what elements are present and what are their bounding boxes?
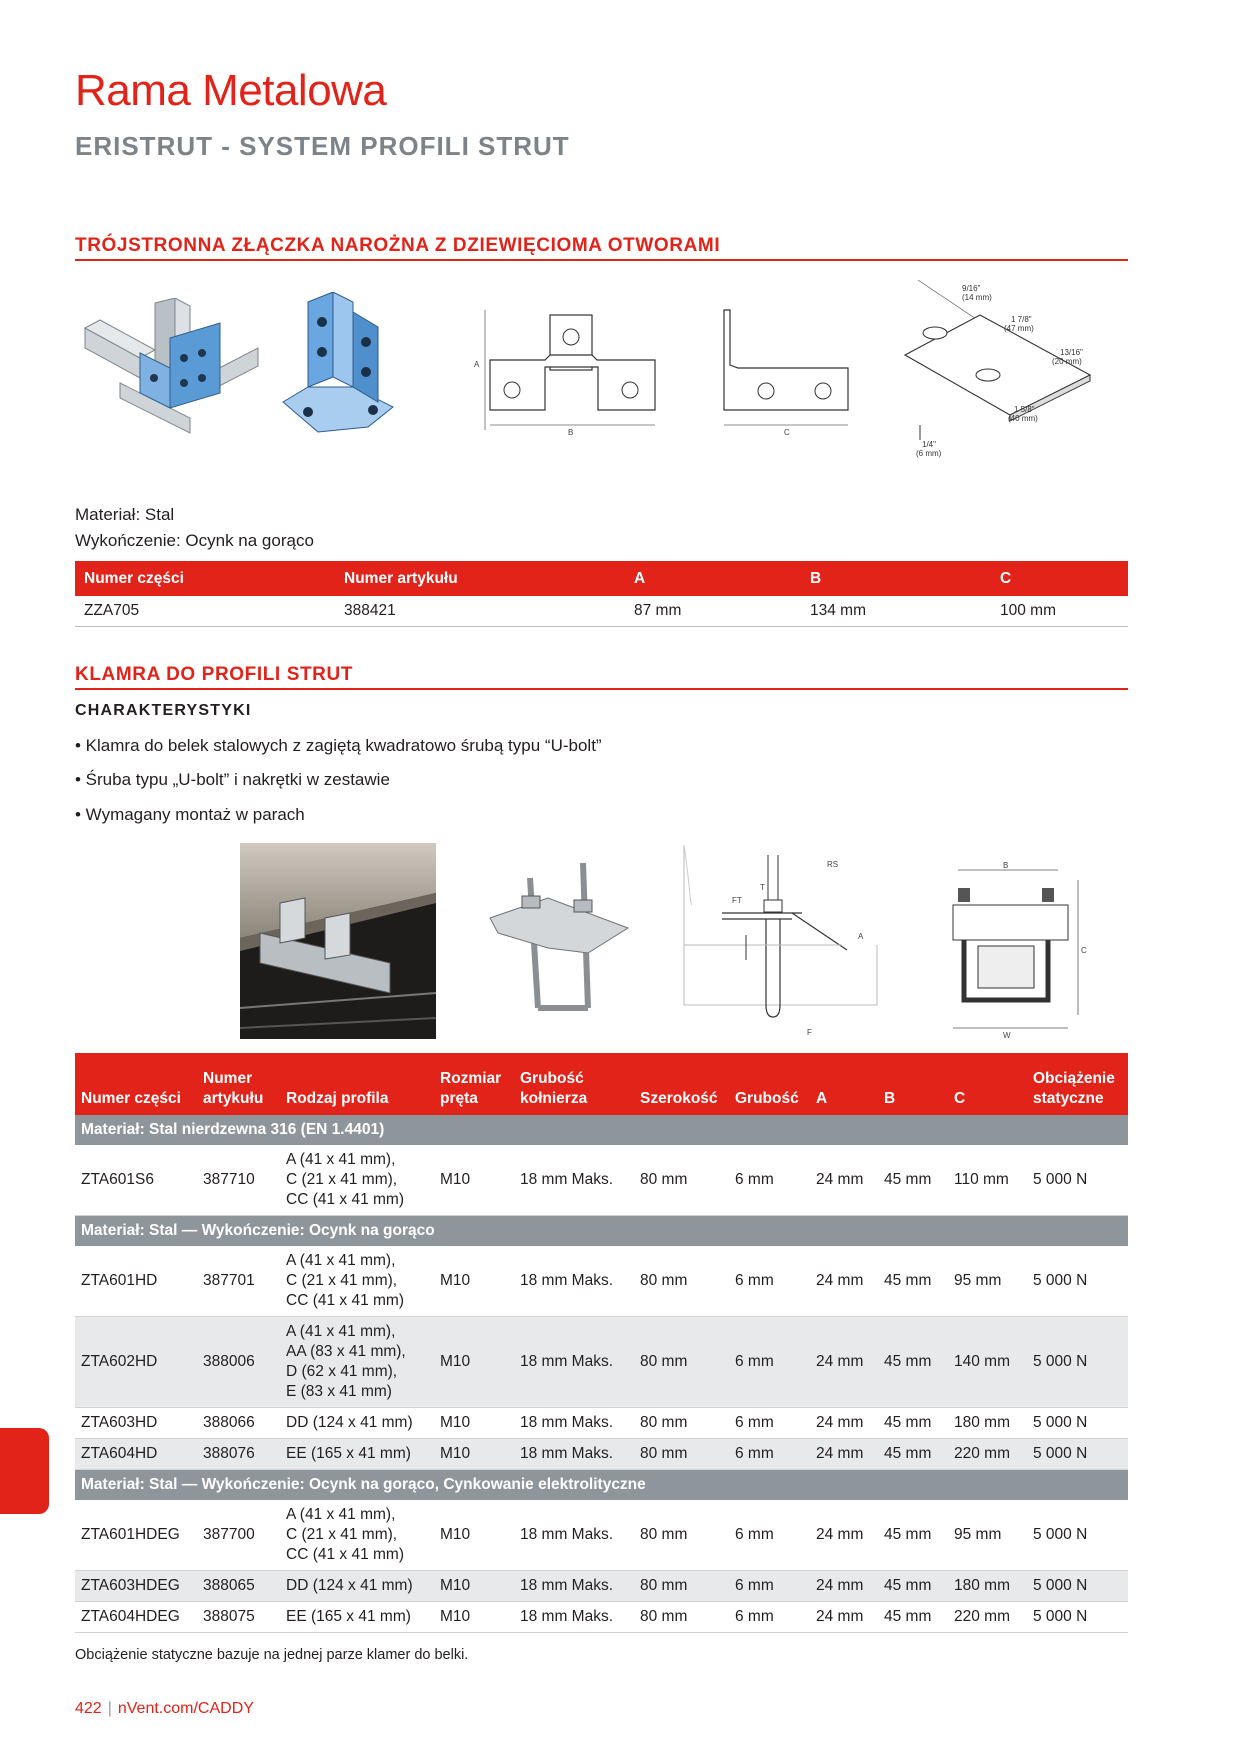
col-header-line: pręta — [440, 1090, 478, 1107]
cell: 80 mm — [634, 1246, 729, 1317]
cell: ZTA601S6 — [75, 1145, 197, 1216]
corner-connector-assembly-photo — [80, 298, 260, 438]
strut-clamp-table-body — [75, 1115, 1128, 1633]
cell: 24 mm — [810, 1145, 878, 1216]
table-row — [75, 596, 1128, 627]
cell-line: EE (165 x 41 mm) — [286, 1445, 411, 1462]
cell: M10 — [434, 1317, 514, 1408]
col-header-line: Numer — [203, 1070, 253, 1087]
col-header — [878, 1053, 948, 1115]
cell: 45 mm — [878, 1571, 948, 1602]
cell-line: EE (165 x 41 mm) — [286, 1608, 411, 1625]
cell — [280, 1439, 434, 1470]
table-row — [75, 1145, 1128, 1216]
group-row — [75, 1115, 1128, 1145]
cell: 6 mm — [729, 1145, 810, 1216]
cell: M10 — [434, 1500, 514, 1571]
cell: 24 mm — [810, 1246, 878, 1317]
plate-dimension-drawing — [900, 275, 1100, 465]
col-header — [197, 1053, 280, 1115]
cell: 5 000 N — [1027, 1145, 1128, 1216]
cell-line: CC (41 x 41 mm) — [286, 1546, 404, 1563]
finish-text: Wykończenie: Ocynk na gorąco — [75, 531, 314, 550]
dim-label-c: C — [784, 428, 790, 437]
col-header-line: A — [816, 1090, 828, 1107]
cell: 110 mm — [948, 1145, 1027, 1216]
beam-clamp-side-drawing — [682, 845, 882, 1045]
table-header-row — [75, 561, 1128, 596]
cell: M10 — [434, 1145, 514, 1216]
cell: M10 — [434, 1602, 514, 1633]
dim-label: (20 mm) — [1052, 357, 1082, 366]
cell: 18 mm Maks. — [514, 1145, 634, 1216]
col-header — [75, 1053, 197, 1115]
col-header-line: Rozmiar — [440, 1070, 502, 1087]
section-divider — [75, 259, 1128, 261]
cell: 6 mm — [729, 1602, 810, 1633]
corner-connector-side-drawing — [718, 305, 858, 445]
cell-line: A (41 x 41 mm), — [286, 1151, 396, 1168]
cell: 87 mm — [625, 596, 801, 627]
cell: ZTA603HDEG — [75, 1571, 197, 1602]
dim-label-a: A — [858, 932, 864, 941]
cell: 45 mm — [878, 1246, 948, 1317]
cell-line: E (83 x 41 mm) — [286, 1383, 392, 1400]
cell: M10 — [434, 1571, 514, 1602]
cell: 95 mm — [948, 1246, 1027, 1317]
cell: 5 000 N — [1027, 1408, 1128, 1439]
page-title: Rama Metalowa — [75, 66, 387, 115]
table-row — [75, 1317, 1128, 1408]
cell: ZTA601HD — [75, 1246, 197, 1317]
cell-line: AA (83 x 41 mm), — [286, 1343, 406, 1360]
group-label: Materiał: Stal — Wykończenie: Ocynk na gorąco — [75, 1216, 1128, 1247]
dim-label-ft: FT — [732, 896, 742, 905]
group-label: Materiał: Stal — Wykończenie: Ocynk na gorąco, Cynkowanie elektrolityczne — [75, 1470, 1128, 1501]
table-row — [75, 1246, 1128, 1317]
cell: 45 mm — [878, 1317, 948, 1408]
group-label: Materiał: Stal nierdzewna 316 (EN 1.4401) — [75, 1115, 1128, 1145]
dim-label: (40 mm) — [1008, 414, 1038, 423]
col-header — [948, 1053, 1027, 1115]
col-header-line: Grubość — [520, 1070, 584, 1087]
table-row — [75, 1571, 1128, 1602]
col-header-line: B — [884, 1090, 896, 1107]
col-header-line: Szerokość — [640, 1090, 718, 1107]
dim-label: (6 mm) — [916, 449, 942, 458]
col-header: A — [625, 561, 801, 596]
col-header-line: Grubość — [735, 1090, 799, 1107]
cell: 220 mm — [948, 1439, 1027, 1470]
cell-line: C (21 x 41 mm), — [286, 1272, 398, 1289]
table-row — [75, 1602, 1128, 1633]
col-header-line: Rodzaj profila — [286, 1090, 389, 1107]
cell: 134 mm — [801, 596, 991, 627]
dim-label: (47 mm) — [1004, 324, 1034, 333]
dim-label: 13/16" — [1060, 348, 1083, 357]
cell: 95 mm — [948, 1500, 1027, 1571]
section-heading-corner-connector: TRÓJSTRONNA ZŁĄCZKA NAROŻNA Z DZIEWIĘCIOMA OTWORAMI — [75, 235, 721, 256]
col-header-line: artykułu — [203, 1090, 264, 1107]
cell: 5 000 N — [1027, 1317, 1128, 1408]
cell: 6 mm — [729, 1500, 810, 1571]
cell: 5 000 N — [1027, 1571, 1128, 1602]
dim-label-b: B — [568, 428, 574, 437]
cell: 18 mm Maks. — [514, 1439, 634, 1470]
dim-label: (14 mm) — [962, 293, 992, 302]
cell: 6 mm — [729, 1317, 810, 1408]
cell: 45 mm — [878, 1500, 948, 1571]
dim-label: 1/4" — [922, 440, 936, 449]
col-header-line: Numer części — [81, 1090, 181, 1107]
cell: 80 mm — [634, 1408, 729, 1439]
cell: ZTA604HDEG — [75, 1602, 197, 1633]
cell: 24 mm — [810, 1500, 878, 1571]
col-header — [514, 1053, 634, 1115]
col-header: Numer artykułu — [335, 561, 625, 596]
cell: M10 — [434, 1246, 514, 1317]
cell-line: C (21 x 41 mm), — [286, 1526, 398, 1543]
cell: 45 mm — [878, 1439, 948, 1470]
dim-label: 1 5/8" — [1014, 405, 1035, 414]
cell: 387710 — [197, 1145, 280, 1216]
cell: 6 mm — [729, 1408, 810, 1439]
cell: 24 mm — [810, 1602, 878, 1633]
col-header-line: kołnierza — [520, 1090, 588, 1107]
feature-item: • Śruba typu „U-bolt” i nakrętki w zestawie — [75, 770, 390, 789]
cell: M10 — [434, 1439, 514, 1470]
table-row — [75, 1439, 1128, 1470]
cell: 388065 — [197, 1571, 280, 1602]
cell: 18 mm Maks. — [514, 1602, 634, 1633]
cell: 100 mm — [991, 596, 1128, 627]
cell-line: CC (41 x 41 mm) — [286, 1191, 404, 1208]
dim-label-rs: RS — [827, 860, 839, 869]
group-row — [75, 1470, 1128, 1501]
cell: 18 mm Maks. — [514, 1246, 634, 1317]
cell: 80 mm — [634, 1571, 729, 1602]
col-header — [1027, 1053, 1128, 1115]
dim-label-w: W — [1003, 1031, 1011, 1040]
page-footer — [75, 1700, 254, 1718]
cell: 387700 — [197, 1500, 280, 1571]
footer-link[interactable]: nVent.com/CADDY — [117, 1700, 254, 1717]
cell — [280, 1317, 434, 1408]
cell: M10 — [434, 1408, 514, 1439]
cell: 6 mm — [729, 1439, 810, 1470]
cell: 24 mm — [810, 1571, 878, 1602]
page-number: 422 — [75, 1700, 102, 1717]
cell — [280, 1571, 434, 1602]
cell: 387701 — [197, 1246, 280, 1317]
dim-label: 1 7/8" — [1011, 315, 1032, 324]
cell-line: A (41 x 41 mm), — [286, 1252, 396, 1269]
cell-line: D (62 x 41 mm), — [286, 1363, 398, 1380]
cell: 24 mm — [810, 1408, 878, 1439]
beam-clamp-photo — [488, 858, 638, 1028]
cell: 388076 — [197, 1439, 280, 1470]
table-row — [75, 1500, 1128, 1571]
cell: 180 mm — [948, 1408, 1027, 1439]
col-header — [280, 1053, 434, 1115]
strut-clamp-table — [75, 1053, 1128, 1633]
cell — [280, 1145, 434, 1216]
section-heading-strut-clamp: KLAMRA DO PROFILI STRUT — [75, 664, 354, 685]
cell: 18 mm Maks. — [514, 1317, 634, 1408]
material-text: Materiał: Stal — [75, 505, 175, 524]
cell: 45 mm — [878, 1602, 948, 1633]
cell: 388421 — [335, 596, 625, 627]
cell: 80 mm — [634, 1500, 729, 1571]
cell-line: DD (124 x 41 mm) — [286, 1577, 413, 1594]
dim-label: 9/16" — [962, 284, 981, 293]
cell-line: CC (41 x 41 mm) — [286, 1292, 404, 1309]
cell: 80 mm — [634, 1602, 729, 1633]
cell: 220 mm — [948, 1602, 1027, 1633]
col-header — [729, 1053, 810, 1115]
cell: 5 000 N — [1027, 1246, 1128, 1317]
beam-clamp-front-drawing — [938, 860, 1088, 1040]
cell — [280, 1408, 434, 1439]
group-row — [75, 1216, 1128, 1247]
cell: ZTA602HD — [75, 1317, 197, 1408]
col-header: B — [801, 561, 991, 596]
footer-separator: | — [107, 1700, 112, 1717]
col-header — [634, 1053, 729, 1115]
col-header-line: Obciążenie — [1033, 1070, 1115, 1087]
col-header — [810, 1053, 878, 1115]
corner-connector-photo — [278, 292, 408, 442]
cell: ZTA603HD — [75, 1408, 197, 1439]
feature-item: • Klamra do belek stalowych z zagiętą kwadratowo śrubą typu “U-bolt” — [75, 736, 602, 755]
table-footnote: Obciążenie statyczne bazuje na jednej parze klamer do belki. — [75, 1647, 469, 1663]
cell: 80 mm — [634, 1439, 729, 1470]
feature-item: • Wymagany montaż w parach — [75, 805, 305, 824]
dim-label-b: B — [1003, 861, 1009, 870]
cell: 6 mm — [729, 1246, 810, 1317]
features-heading: CHARAKTERYSTYKI — [75, 702, 252, 719]
cell-line: DD (124 x 41 mm) — [286, 1414, 413, 1431]
cell: 18 mm Maks. — [514, 1500, 634, 1571]
cell: 45 mm — [878, 1145, 948, 1216]
col-header-line: statyczne — [1033, 1090, 1104, 1107]
cell: 80 mm — [634, 1317, 729, 1408]
corner-connector-table — [75, 561, 1128, 627]
cell: 140 mm — [948, 1317, 1027, 1408]
cell: ZTA604HD — [75, 1439, 197, 1470]
cell-line: A (41 x 41 mm), — [286, 1323, 396, 1340]
col-header-line: C — [954, 1090, 966, 1107]
cell: 80 mm — [634, 1145, 729, 1216]
cell: ZZA705 — [75, 596, 335, 627]
cell: 18 mm Maks. — [514, 1571, 634, 1602]
cell — [280, 1602, 434, 1633]
cell: 45 mm — [878, 1408, 948, 1439]
section-divider — [75, 688, 1128, 690]
cell: 5 000 N — [1027, 1439, 1128, 1470]
dim-label-c: C — [1081, 946, 1087, 955]
cell: 180 mm — [948, 1571, 1027, 1602]
cell-line: C (21 x 41 mm), — [286, 1171, 398, 1188]
cell-line: A (41 x 41 mm), — [286, 1506, 396, 1523]
col-header: C — [991, 561, 1128, 596]
col-header: Numer części — [75, 561, 335, 596]
cell: 388006 — [197, 1317, 280, 1408]
cell — [280, 1246, 434, 1317]
col-header — [434, 1053, 514, 1115]
cell: 24 mm — [810, 1439, 878, 1470]
corner-connector-front-drawing — [470, 305, 670, 445]
dim-label-a: A — [474, 360, 480, 369]
table-header-row — [75, 1053, 1128, 1115]
dim-label-f: F — [807, 1028, 812, 1037]
dim-label-t: T — [760, 883, 765, 892]
cell: 6 mm — [729, 1571, 810, 1602]
page-subtitle: ERISTRUT - SYSTEM PROFILI STRUT — [75, 131, 570, 161]
cell: 388075 — [197, 1602, 280, 1633]
installation-photo — [240, 843, 436, 1039]
cell: 24 mm — [810, 1317, 878, 1408]
cell: 18 mm Maks. — [514, 1408, 634, 1439]
cell: 5 000 N — [1027, 1602, 1128, 1633]
cell: ZTA601HDEG — [75, 1500, 197, 1571]
cell — [280, 1500, 434, 1571]
section-tab-marker — [0, 1428, 49, 1514]
table-row — [75, 1408, 1128, 1439]
cell: 5 000 N — [1027, 1500, 1128, 1571]
cell: 388066 — [197, 1408, 280, 1439]
